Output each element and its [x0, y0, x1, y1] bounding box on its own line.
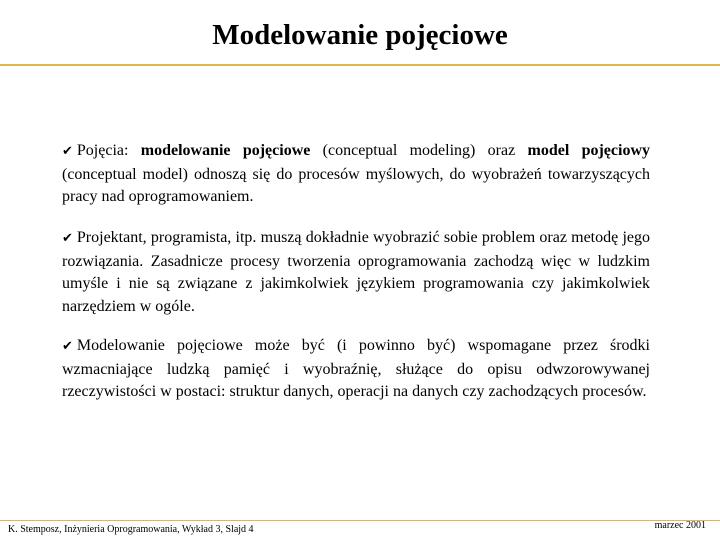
check-icon: ✔	[62, 144, 73, 159]
bullet-1-term-modelowanie: modelowanie pojęciowe	[140, 142, 311, 159]
bullet-2-text: Projektant, programista, itp. muszą dokładnie wyobrazić sobie problem oraz metodę jego rozwiązania. Zasadnicze procesy tworzenia oprogramowania zachodzą więc w ludzkim umyśle i nie są związane z jakimkolwiek językiem programowania czy jakimkolwiek narzędziem w ogóle.	[62, 229, 650, 315]
bullet-1-term-model: model pojęciowy	[527, 142, 651, 159]
check-icon: ✔	[62, 339, 73, 354]
bullet-paragraph-3	[62, 335, 650, 404]
bullet-1-prefix: Pojęcia:	[76, 142, 141, 159]
bullet-3-text: Modelowanie pojęciowe może być (i powinno być) wspomagane przez środki wzmacniające ludzką pamięć i wyobraźnię, służące do opisu odwzorowywanej rzeczywistości w postaci: struktur danych, operacji na danych czy zachodzących procesów.	[62, 337, 650, 400]
check-icon: ✔	[62, 231, 73, 246]
bullet-1-rest: (conceptual model) odnoszą się do procesów myślowych, do wyobrażeń towarzyszących pracy nad oprogramowaniem.	[62, 165, 650, 205]
bullet-1-mid: (conceptual modeling) oraz	[310, 142, 528, 159]
slide-title: Modelowanie pojęciowe	[212, 19, 508, 51]
bullet-paragraph-1	[62, 140, 650, 209]
footer-divider	[0, 520, 720, 521]
footer-date: marzec 2001	[654, 520, 706, 531]
footer-author: K. Stemposz, Inżynieria Oprogramowania, Wykład 3, Slajd 4	[8, 524, 254, 535]
bullet-paragraph-2	[62, 227, 650, 318]
title-divider	[0, 64, 720, 66]
